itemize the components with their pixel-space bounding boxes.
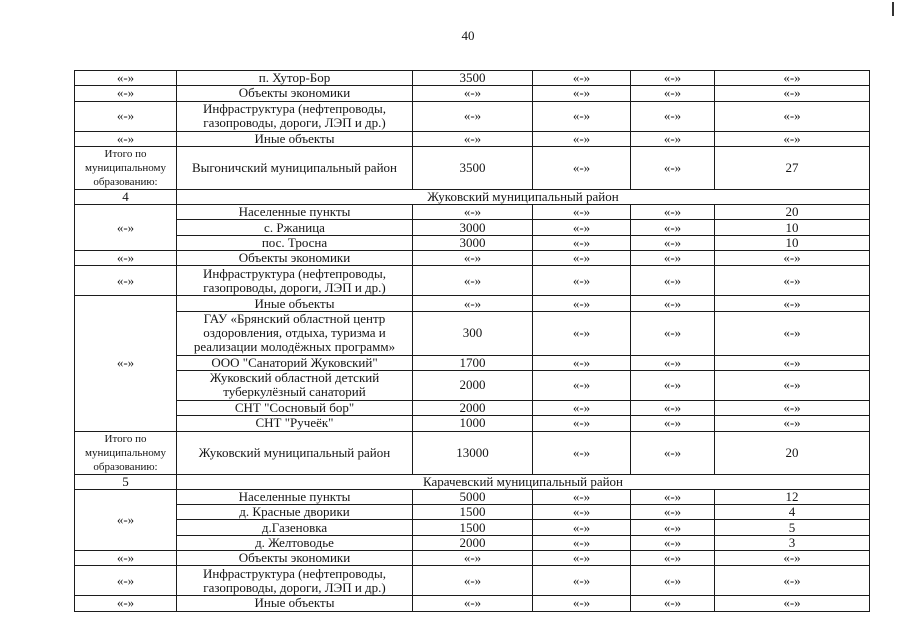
object-name-cell: Инфраструктура (нефтепроводы, газопроводы, дороги, ЛЭП и др.) xyxy=(177,101,413,131)
item-number-cell: «-» xyxy=(75,205,177,251)
col5-value-cell: «-» xyxy=(631,86,715,101)
col4-value-cell: «-» xyxy=(533,220,631,235)
col5-value-cell: «-» xyxy=(631,220,715,235)
table-row xyxy=(75,296,870,311)
col4-value-cell: «-» xyxy=(533,400,631,415)
col4-value-cell: «-» xyxy=(533,71,631,86)
col6-value-cell: «-» xyxy=(715,266,870,296)
col3-value-cell: «-» xyxy=(413,101,533,131)
col4-value-cell: «-» xyxy=(533,535,631,550)
col3-value-cell: 2000 xyxy=(413,400,533,415)
col3-value-cell: 2000 xyxy=(413,535,533,550)
col6-value-cell: 10 xyxy=(715,220,870,235)
col4-value-cell: «-» xyxy=(533,146,631,189)
col3-value-cell: «-» xyxy=(413,86,533,101)
col3-value-cell: 3000 xyxy=(413,235,533,250)
table-row xyxy=(75,400,870,415)
col3-value-cell: «-» xyxy=(413,551,533,566)
object-name-cell: п. Хутор-Бор xyxy=(177,71,413,86)
col4-value-cell: «-» xyxy=(533,489,631,504)
table-row xyxy=(75,235,870,250)
col4-value-cell: «-» xyxy=(533,551,631,566)
table-row xyxy=(75,505,870,520)
col4-value-cell: «-» xyxy=(533,416,631,431)
district-title-cell: Карачевский муниципальный район xyxy=(177,474,870,489)
object-name-cell: СНТ "Ручеёк" xyxy=(177,416,413,431)
col5-value-cell: «-» xyxy=(631,311,715,355)
col6-value-cell: «-» xyxy=(715,416,870,431)
col6-value-cell: «-» xyxy=(715,596,870,611)
item-number-cell: «-» xyxy=(75,296,177,431)
col3-value-cell: 13000 xyxy=(413,431,533,474)
table-row xyxy=(75,596,870,611)
col5-value-cell: «-» xyxy=(631,296,715,311)
col6-value-cell: 12 xyxy=(715,489,870,504)
col5-value-cell: «-» xyxy=(631,520,715,535)
total-label-cell: Итого по муниципальному образованию: xyxy=(75,431,177,474)
col5-value-cell: «-» xyxy=(631,551,715,566)
table-row xyxy=(75,251,870,266)
col3-value-cell: «-» xyxy=(413,566,533,596)
item-number-cell: «-» xyxy=(75,71,177,86)
col6-value-cell: 5 xyxy=(715,520,870,535)
item-number-cell: «-» xyxy=(75,101,177,131)
object-name-cell: ГАУ «Брянский областной центр оздоровления, отдыха, туризма и реализации молодёжных программ» xyxy=(177,311,413,355)
district-total-row xyxy=(75,146,870,189)
col5-value-cell: «-» xyxy=(631,71,715,86)
table-row xyxy=(75,520,870,535)
col5-value-cell: «-» xyxy=(631,566,715,596)
col4-value-cell: «-» xyxy=(533,431,631,474)
col5-value-cell: «-» xyxy=(631,235,715,250)
data-table xyxy=(74,70,870,612)
object-name-cell: Иные объекты xyxy=(177,296,413,311)
district-header-row xyxy=(75,189,870,204)
item-number-cell: «-» xyxy=(75,489,177,550)
district-number-cell: 5 xyxy=(75,474,177,489)
table-body xyxy=(75,71,870,612)
col3-value-cell: «-» xyxy=(413,131,533,146)
col6-value-cell: «-» xyxy=(715,296,870,311)
district-name-cell: Выгоничский муниципальный район xyxy=(177,146,413,189)
table-row xyxy=(75,489,870,504)
col5-value-cell: «-» xyxy=(631,596,715,611)
col4-value-cell: «-» xyxy=(533,205,631,220)
object-name-cell: Объекты экономики xyxy=(177,251,413,266)
col6-value-cell: 20 xyxy=(715,205,870,220)
page-number: 40 xyxy=(461,28,475,43)
col3-value-cell: 2000 xyxy=(413,370,533,400)
col6-value-cell: «-» xyxy=(715,355,870,370)
col3-value-cell: 1000 xyxy=(413,416,533,431)
col6-value-cell: «-» xyxy=(715,566,870,596)
item-number-cell: «-» xyxy=(75,86,177,101)
col5-value-cell: «-» xyxy=(631,505,715,520)
col6-value-cell: 3 xyxy=(715,535,870,550)
object-name-cell: Объекты экономики xyxy=(177,551,413,566)
col4-value-cell: «-» xyxy=(533,505,631,520)
col3-value-cell: «-» xyxy=(413,266,533,296)
object-name-cell: Объекты экономики xyxy=(177,86,413,101)
object-name-cell: ООО "Санаторий Жуковский" xyxy=(177,355,413,370)
total-label-cell: Итого по муниципальному образованию: xyxy=(75,146,177,189)
col4-value-cell: «-» xyxy=(533,596,631,611)
table-row xyxy=(75,266,870,296)
col3-value-cell: 1700 xyxy=(413,355,533,370)
object-name-cell: д.Газеновка xyxy=(177,520,413,535)
col6-value-cell: 4 xyxy=(715,505,870,520)
col3-value-cell: 1500 xyxy=(413,505,533,520)
col5-value-cell: «-» xyxy=(631,370,715,400)
object-name-cell: пос. Тросна xyxy=(177,235,413,250)
col3-value-cell: «-» xyxy=(413,296,533,311)
col3-value-cell: «-» xyxy=(413,205,533,220)
table-row xyxy=(75,71,870,86)
col4-value-cell: «-» xyxy=(533,566,631,596)
col3-value-cell: 300 xyxy=(413,311,533,355)
col6-value-cell: «-» xyxy=(715,131,870,146)
col6-value-cell: 20 xyxy=(715,431,870,474)
item-number-cell: «-» xyxy=(75,251,177,266)
district-total-row xyxy=(75,431,870,474)
table-row xyxy=(75,205,870,220)
table-row xyxy=(75,551,870,566)
col6-value-cell: «-» xyxy=(715,251,870,266)
col4-value-cell: «-» xyxy=(533,86,631,101)
table-row xyxy=(75,220,870,235)
col5-value-cell: «-» xyxy=(631,101,715,131)
col6-value-cell: 10 xyxy=(715,235,870,250)
col3-value-cell: «-» xyxy=(413,596,533,611)
col4-value-cell: «-» xyxy=(533,266,631,296)
item-number-cell: «-» xyxy=(75,596,177,611)
object-name-cell: СНТ "Сосновый бор" xyxy=(177,400,413,415)
col4-value-cell: «-» xyxy=(533,235,631,250)
col3-value-cell: 3500 xyxy=(413,146,533,189)
col5-value-cell: «-» xyxy=(631,489,715,504)
district-header-row xyxy=(75,474,870,489)
object-name-cell: Населенные пункты xyxy=(177,205,413,220)
table-row xyxy=(75,370,870,400)
col5-value-cell: «-» xyxy=(631,146,715,189)
col3-value-cell: 3500 xyxy=(413,71,533,86)
col4-value-cell: «-» xyxy=(533,296,631,311)
col6-value-cell: «-» xyxy=(715,311,870,355)
item-number-cell: «-» xyxy=(75,266,177,296)
col3-value-cell: 5000 xyxy=(413,489,533,504)
col6-value-cell: 27 xyxy=(715,146,870,189)
table-row xyxy=(75,131,870,146)
col5-value-cell: «-» xyxy=(631,535,715,550)
object-name-cell: Инфраструктура (нефтепроводы, газопроводы, дороги, ЛЭП и др.) xyxy=(177,566,413,596)
table-row xyxy=(75,535,870,550)
object-name-cell: с. Ржаница xyxy=(177,220,413,235)
table-row xyxy=(75,566,870,596)
item-number-cell: «-» xyxy=(75,566,177,596)
col4-value-cell: «-» xyxy=(533,520,631,535)
col4-value-cell: «-» xyxy=(533,101,631,131)
col5-value-cell: «-» xyxy=(631,266,715,296)
object-name-cell: Жуковский областной детский туберкулёзный санаторий xyxy=(177,370,413,400)
col5-value-cell: «-» xyxy=(631,205,715,220)
col6-value-cell: «-» xyxy=(715,370,870,400)
col4-value-cell: «-» xyxy=(533,355,631,370)
table-row xyxy=(75,86,870,101)
object-name-cell: Иные объекты xyxy=(177,596,413,611)
col4-value-cell: «-» xyxy=(533,131,631,146)
object-name-cell: Иные объекты xyxy=(177,131,413,146)
col4-value-cell: «-» xyxy=(533,370,631,400)
item-number-cell: «-» xyxy=(75,551,177,566)
table-row xyxy=(75,416,870,431)
col3-value-cell: 3000 xyxy=(413,220,533,235)
table-row xyxy=(75,101,870,131)
col4-value-cell: «-» xyxy=(533,251,631,266)
col3-value-cell: «-» xyxy=(413,251,533,266)
table-row xyxy=(75,311,870,355)
col5-value-cell: «-» xyxy=(631,416,715,431)
district-name-cell: Жуковский муниципальный район xyxy=(177,431,413,474)
col6-value-cell: «-» xyxy=(715,86,870,101)
object-name-cell: Населенные пункты xyxy=(177,489,413,504)
item-number-cell: «-» xyxy=(75,131,177,146)
object-name-cell: д. Красные дворики xyxy=(177,505,413,520)
col6-value-cell: «-» xyxy=(715,400,870,415)
object-name-cell: д. Желтоводье xyxy=(177,535,413,550)
col6-value-cell: «-» xyxy=(715,551,870,566)
col5-value-cell: «-» xyxy=(631,431,715,474)
col5-value-cell: «-» xyxy=(631,251,715,266)
col5-value-cell: «-» xyxy=(631,131,715,146)
district-number-cell: 4 xyxy=(75,189,177,204)
col5-value-cell: «-» xyxy=(631,355,715,370)
table-row xyxy=(75,355,870,370)
col4-value-cell: «-» xyxy=(533,311,631,355)
scan-mark xyxy=(892,2,894,16)
col5-value-cell: «-» xyxy=(631,400,715,415)
district-title-cell: Жуковский муниципальный район xyxy=(177,189,870,204)
col6-value-cell: «-» xyxy=(715,71,870,86)
col6-value-cell: «-» xyxy=(715,101,870,131)
object-name-cell: Инфраструктура (нефтепроводы, газопроводы, дороги, ЛЭП и др.) xyxy=(177,266,413,296)
col3-value-cell: 1500 xyxy=(413,520,533,535)
